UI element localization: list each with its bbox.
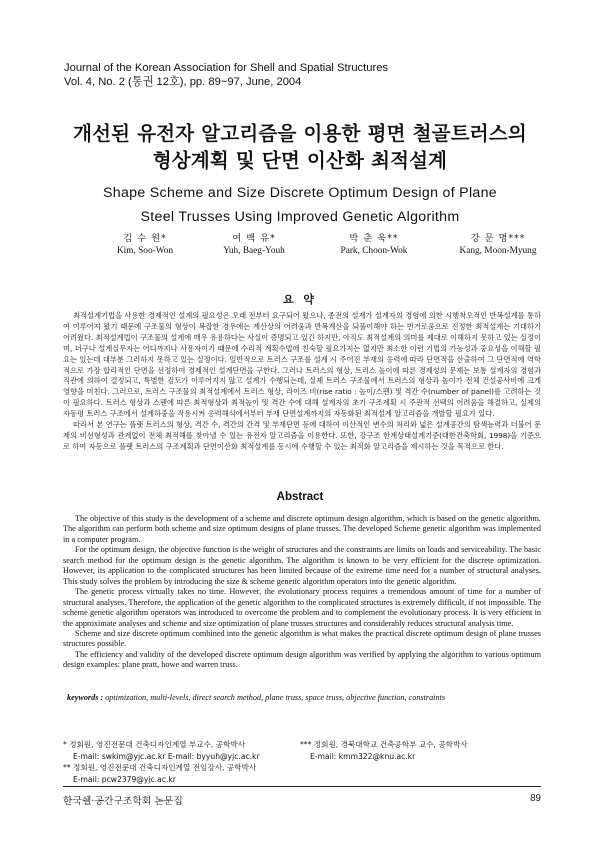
- footnote-line: *** 정회원, 경북대학교 건축공학부 교수, 공학박사: [300, 740, 468, 749]
- footnotes-left: [63, 739, 260, 785]
- abstract-paragraph: The efficiency and validity of the developed discrete optimum design algorithm was verified by applying the algorithm to various optimum design examples: plane pratt, howe and warren truss.: [63, 649, 541, 670]
- abstract-heading: Abstract: [276, 491, 324, 503]
- author: [319, 232, 429, 258]
- korean-abstract: [63, 311, 541, 453]
- english-title-line-2: Steel Trusses Using Improved Genetic Algorithm: [140, 209, 460, 225]
- author: [204, 232, 304, 258]
- author: [438, 232, 558, 258]
- keywords-text: optimization, multi-levels, direct search method, plane truss, space truss, objective function, constraints: [103, 693, 446, 702]
- english-abstract: [63, 514, 541, 671]
- author-name-english: Kim, Soo-Won: [116, 246, 174, 256]
- footnote-line: E-mail: pcw2379@yjc.ac.kr: [73, 774, 176, 784]
- author-name-english: Park, Choon-Wok: [340, 246, 408, 256]
- author-name-korean: 강 문 명***: [470, 233, 526, 244]
- journal-citation: [64, 62, 388, 89]
- abstract-paragraph: For the optimum design, the objective function is the weight of structures and the constraints are limits on loads and serviceability. The basic search method for the optimum design is the genetic algorithm. The algorithm is known to be very efficient for the discrete optimization. However, its application to the complicated structures has been limited because of the extreme time need for a number of structural analyses. This study solves the problem by introducing the size & scheme genetic algorithm operators into the genetic algorithm.: [63, 545, 541, 586]
- footer-journal-name: 한국쉘·공간구조학회 논문집: [63, 796, 183, 807]
- page-number: 89: [530, 793, 541, 804]
- footnote-line: E-mail: swkim@yjc.ac.kr E-mail: byyuh@yjc.ac.kr: [73, 751, 260, 761]
- korean-title: [0, 120, 600, 174]
- abstract-paragraph: Scheme and size discrete optimum combined into the genetic algorithm is what makes the practical discrete optimum design of plane trusses structures possible.: [63, 628, 541, 649]
- footnote-line: ** 정회원, 영진전문대 건축디자인계열 전임강사, 공학박사: [63, 763, 257, 772]
- author-name-english: Kang, Moon-Myung: [459, 246, 537, 256]
- author-name-korean: 여 백 유*: [232, 233, 276, 244]
- korean-abstract-heading: 요 약: [282, 293, 318, 306]
- english-title-line-1: Shape Scheme and Size Discrete Optimum Design of Plane: [103, 185, 497, 201]
- footnotes-right: [300, 739, 468, 762]
- footer-divider: [63, 786, 541, 787]
- korean-abstract-paragraph: 최적설계기법을 사용한 경제적인 설계의 필요성은 오래 전부터 요구되어 왔으나, 종전의 설계가 설계자의 경험에 의한 시행착오적인 반복설계를 통하여 이루어져 왔기 때문에 구조물의 형상이 복잡한 경우에는 계산상의 어려움과 반복계산을 되풀이해야 하는 번거로움으로 진정한 최적설계는 기대하기 어려웠다. 최적설계법이 구조물의 설계에 매우 유용하다는 사실이 증명되고 있긴 하지만, 아직도 최적설계의 의미를 제대로 이해하지 못하고 있는 실정이며, 더구나 설계실무자는 어디까지나 사용자이기 때문에 수리적 계획수법에 친숙할 필요가지는 없지만 최소한 이런 기법의 가능성과 중요성을 이해할 필요는 있는데 대부분 그러하지 못하고 있는 실정이다. 일반적으로 트러스 구조를 설계 시 주어진 부재의 응력에 따라 단면적을 산출하여 그 단면적에 역학적으로 가장 합리적인 단면을 선정하여 경제적인 설계단면을 구한다. 그러나 트러스의 형상, 트러스 높이에 따른 경제성의 문제는 보통 설계자의 경험과 직관에 의하여 결정되고, 특별한 검토가 이루어지지 않고 설계가 수행되는데, 실제 트러스 구조물에서 트러스의 형상과 높이가 전체 건설공사비에 크게 영향을 미친다. 그러므로, 트러스 구조물의 최적설계에서 트러스 형상, 라이즈 비(rise ratio : 높이/스팬) 및 격간 수(number of panel)를 고려하는 것이 필요하다. 트러스 형상과 스팬에 따른 최적형상과 최적높이 및 격간 수에 대해 설계자의 초기 구조계획 시 주관적 선택의 어려움을 해결하고, 실제의 자동평 트러스 구조에서 설계하중을 작용시켜 응력해석에서부터 부재 단면설계까지의 자동화된 최적설계 알고리즘을 개발할 필요가 있다.: [63, 311, 542, 419]
- journal-name: Journal of the Korean Association for Shell and Spatial Structures: [64, 62, 389, 74]
- author: [95, 232, 195, 258]
- abstract-paragraph: The genetic process virtually takes no time. However, the evolutionary process requires a tremendous amount of time for a number of structural analyses. Therefore, the application of the genetic algorithm to the complicated structures is extremely difficult, if not impossible. The scheme genetic algorithm operators was introduced to overcome the problem and to complement the evolutionary process. It is very efficient in the approximate analyses and scheme and size optimization of plane trusses structures and considerably reduces structural analysis time.: [63, 587, 541, 628]
- footnote-line: * 정회원, 영진전문대 건축디자인계열 부교수, 공학박사: [63, 740, 246, 749]
- abstract-paragraph: The objective of this study is the development of a scheme and discrete optimum design algorithm, which is based on the genetic algorithm. The algorithm can perform both scheme and size optimum designs of plane trusses. The developed Scheme genetic algorithm was implemented in a computer program.: [63, 514, 541, 544]
- korean-abstract-paragraph: 따라서 본 연구는 플랫 트러스의 형상, 격간 수, 격간의 간격 및 부재단면 등에 대하여 이산적인 변수의 처리와 넓은 설계공간의 탐색능력과 더불어 문제의 비선형성과 관계없이 전체 최적해를 찾아낼 수 있는 유전자 알고리즘을 이용한다. 또한, 강구조 한계상태설계기준(대한건축학회, 1998)을 기준으로 하여 자동으로 플랫 트러스의 구조계획과 단면이산화 최적설계를 동시에 수행할 수 있는 최적화 알고리즘을 제시하는 것을 목적으로 한다.: [63, 420, 541, 451]
- korean-title-line-1: 개선된 유전자 알고리즘을 이용한 평면 철골트러스의: [73, 122, 527, 145]
- keywords-label: keywords :: [67, 693, 104, 702]
- journal-volume: Vol. 4, No. 2 (통권 12호), pp. 89~97, June, 2004: [64, 75, 302, 88]
- author-name-english: Yuh, Baeg-Youh: [223, 246, 285, 256]
- footnote-line: E-mail: kmm322@knu.ac.kr: [310, 751, 416, 761]
- keywords: [67, 693, 445, 702]
- korean-title-line-2: 형상계획 및 단면 이산화 최적설계: [152, 149, 448, 172]
- english-title: [0, 181, 600, 229]
- author-name-korean: 김 수 원*: [123, 233, 167, 244]
- author-name-korean: 박 춘 욱**: [349, 233, 399, 244]
